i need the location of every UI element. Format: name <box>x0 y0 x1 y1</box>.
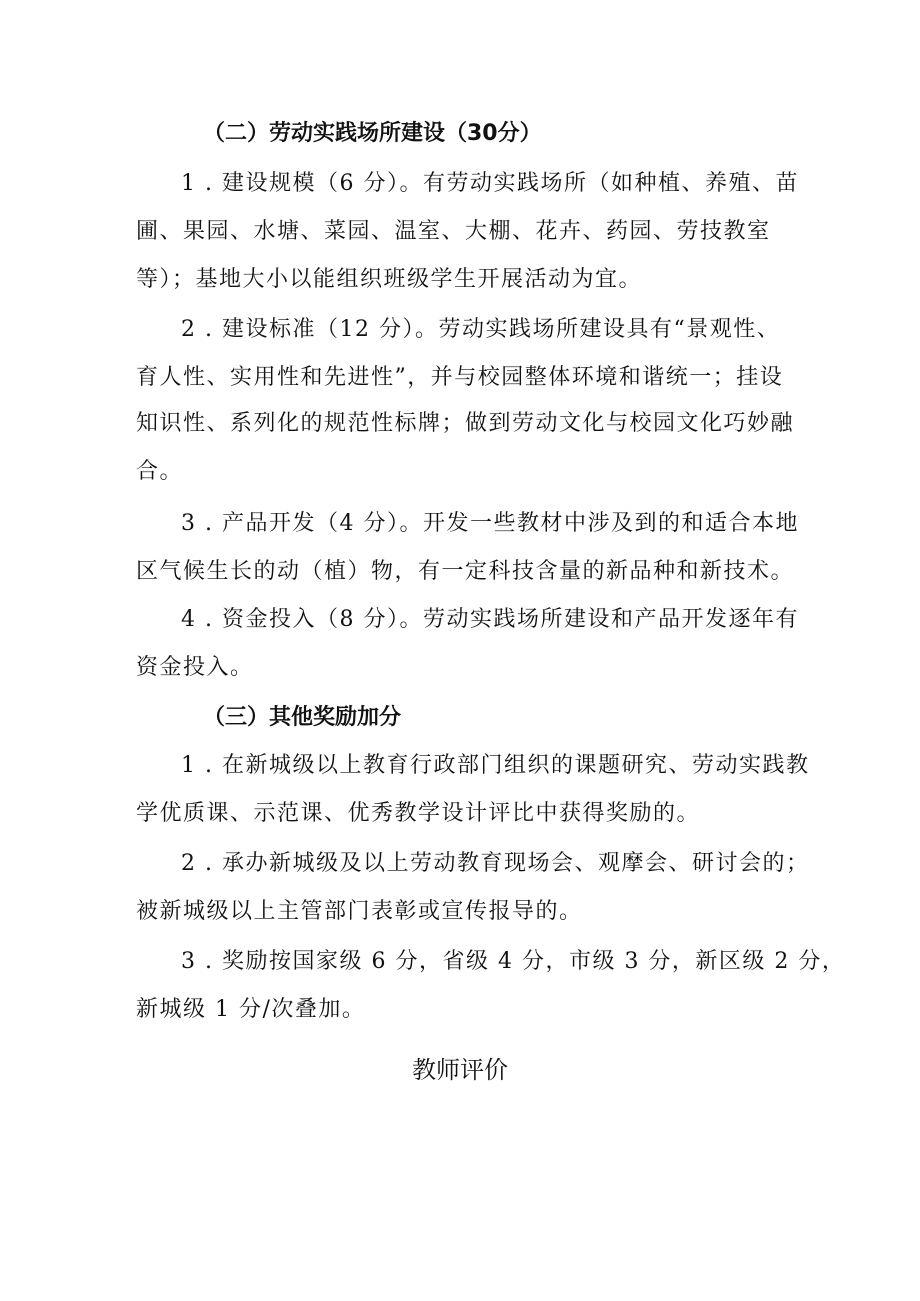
paragraph-line: 资金投入。 <box>136 655 254 680</box>
paragraph-line: 学优质课、示范课、优秀教学设计评比中获得奖励的。 <box>136 801 701 826</box>
paragraph-line: 被新城级以上主管部门表彰或宣传报导的。 <box>136 899 583 924</box>
paragraph-line: 合。 <box>136 459 184 484</box>
paragraph-line: 1 . 在新城级以上教育行政部门组织的课题研究、劳动实践教 <box>181 753 810 778</box>
paragraph-line: 3 . 奖励按国家级 6 分，省级 4 分，市级 3 分，新区级 2 分， <box>181 949 846 974</box>
paragraph-line: 3 . 产品开发（4 分）。开发一些教材中涉及到的和适合本地 <box>181 511 799 536</box>
section-heading-other-awards: （三）其他奖励加分 <box>203 705 402 730</box>
paragraph-line: 育人性、实用性和先进性”，并与校园整体环境和谐统一；挂设 <box>136 365 784 390</box>
paragraph-line: 区气候生长的动（植）物，有一定科技含量的新品种和新技术。 <box>136 559 795 584</box>
paragraph-line: 圃、果园、水塘、菜园、温室、大棚、花卉、药园、劳技教室 <box>136 219 771 244</box>
section-heading-labor-site: （二）劳动实践场所建设（30分） <box>203 121 542 146</box>
paragraph-line: 等）；基地大小以能组织班级学生开展活动为宜。 <box>136 267 643 292</box>
paragraph-line: 1 . 建设规模（6 分）。有劳动实践场所（如种植、养殖、苗 <box>181 171 799 196</box>
paragraph-line: 4 . 资金投入（8 分）。劳动实践场所建设和产品开发逐年有 <box>181 607 799 632</box>
teacher-evaluation-title: 教师评价 <box>412 1056 508 1084</box>
paragraph-line: 知识性、系列化的规范性标牌；做到劳动文化与校园文化巧妙融 <box>136 411 795 436</box>
paragraph-line: 2 . 建设标准（12 分）。劳动实践场所建设具有“景观性、 <box>181 317 781 342</box>
paragraph-line: 2 . 承办新城级及以上劳动教育现场会、观摩会、研讨会的； <box>181 851 810 876</box>
paragraph-line: 新城级 1 分/次叠加。 <box>136 997 366 1022</box>
